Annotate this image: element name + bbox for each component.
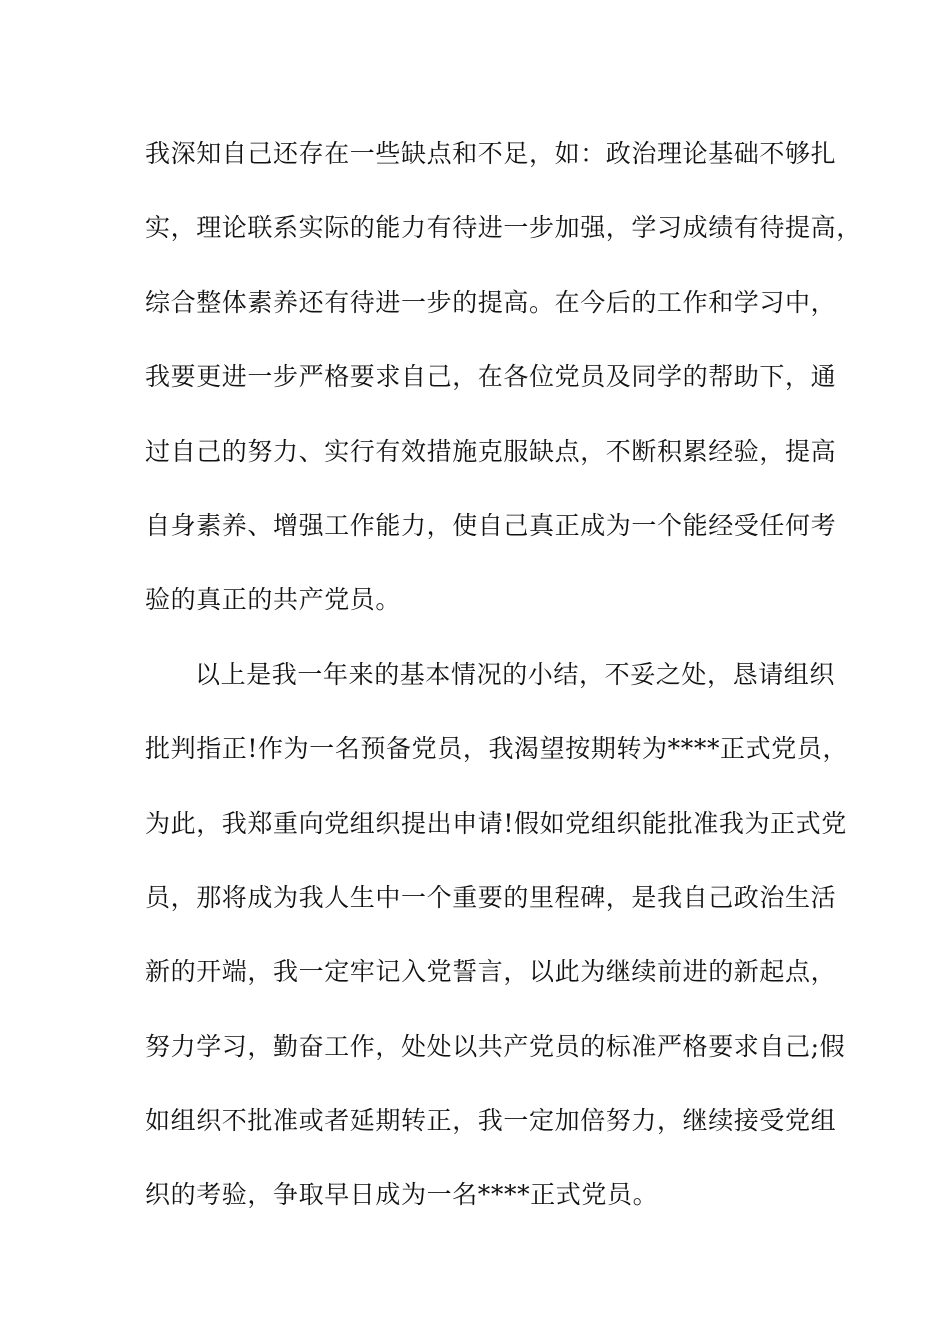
- text-line: 批判指正!作为一名预备党员，我渴望按期转为****正式党员，: [145, 734, 849, 764]
- text-line: 我深知自己还存在一些缺点和不足，如：政治理论基础不够扎: [145, 139, 837, 168]
- text-line: 综合整体素养还有待进一步的提高。在今后的工作和学习中，: [145, 287, 837, 317]
- text-line: 我要更进一步严格要求自己，在各位党员及同学的帮助下，通: [145, 362, 837, 392]
- paragraph-2: [145, 653, 849, 1248]
- text-line: 实，理论联系实际的能力有待进一步加强，学习成绩有待提高，: [145, 213, 862, 243]
- paragraph-1: [145, 132, 862, 653]
- text-line: 新的开端，我一定牢记入党誓言，以此为继续前进的新起点，: [145, 957, 837, 987]
- text-line: 织的考验，争取早日成为一名****正式党员。: [145, 1180, 659, 1210]
- text-line: 如组织不批准或者延期转正，我一定加倍努力，继续接受党组: [145, 1106, 837, 1136]
- text-line: 努力学习，勤奋工作，处处以共产党员的标准严格要求自己;假: [145, 1031, 846, 1061]
- document-body: [145, 132, 862, 1248]
- text-line: 过自己的努力、实行有效措施克服缺点，不断积累经验，提高: [145, 436, 837, 466]
- text-line: 为此，我郑重向党组织提出申请!假如党组织能批准我为正式党: [145, 808, 847, 838]
- text-line: 自身素养、增强工作能力，使自己真正成为一个能经受任何考: [145, 510, 837, 540]
- text-line: 员，那将成为我人生中一个重要的里程碑，是我自己政治生活: [145, 882, 837, 912]
- text-line: 以上是我一年来的基本情况的小结，不妥之处，恳请组织: [195, 659, 836, 689]
- text-line: 验的真正的共产党员。: [145, 585, 402, 615]
